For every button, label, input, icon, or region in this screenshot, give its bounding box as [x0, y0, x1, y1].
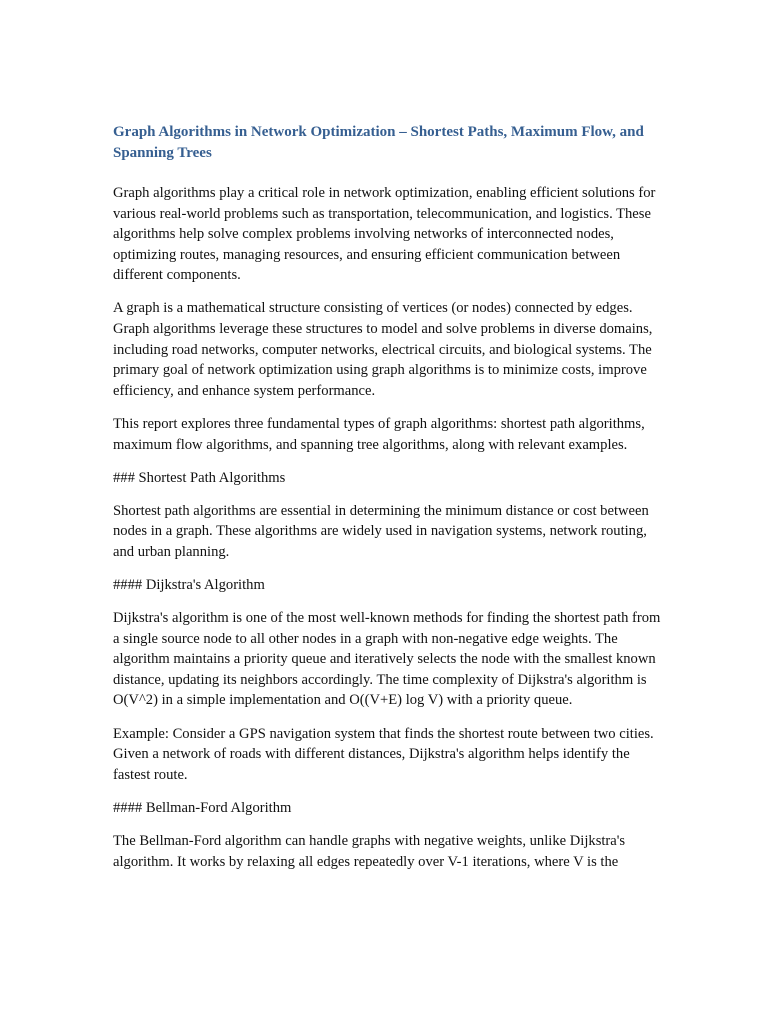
paragraph-graph-definition: A graph is a mathematical structure consisting of vertices (or nodes) connected by edges. Graph algorithms leverage these structures to model and solve problems in diverse domains, including road networks, computer networks, electrical circuits, and biological systems. The primary goal of network optimization using graph algorithms is to minimize costs, improve efficiency, and enhance system performance.: [113, 300, 653, 399]
heading-shortest-path: ### Shortest Path Algorithms: [113, 469, 286, 486]
paragraph-report-scope: This report explores three fundamental types of graph algorithms: shortest path algorithms, maximum flow algorithms, and spanning tree algorithms, along with relevant examples.: [113, 415, 645, 453]
paragraph-dijkstra: Dijkstra's algorithm is one of the most well-known methods for finding the shortest path from a single source node to all other nodes in a graph with non-negative edge weights. The algorithm maintains a priority queue and iteratively selects the node with the smallest known distance, updating its neighbors accordingly. The time complexity of Dijkstra's algorithm is O(V^2) in a simple implementation and O((V+E) log V) with a priority queue.: [113, 610, 661, 709]
document-body: [113, 122, 661, 885]
heading-dijkstra: #### Dijkstra's Algorithm: [113, 577, 265, 593]
paragraph-intro: Graph algorithms play a critical role in network optimization, enabling efficient solutions for various real-world problems such as transportation, telecommunication, and logistics. These algorithms help solve complex problems involving networks of interconnected nodes, optimizing routes, managing resources, and ensuring efficient communication between different components.: [113, 185, 656, 284]
paragraph-shortest-path: Shortest path algorithms are essential in determining the minimum distance or cost between nodes in a graph. These algorithms are widely used in navigation systems, network routing, and urban planning.: [113, 502, 649, 560]
paragraph-bellman-ford: The Bellman-Ford algorithm can handle graphs with negative weights, unlike Dijkstra's algorithm. It works by relaxing all edges repeatedly over V-1 iterations, where V is the: [113, 832, 626, 870]
heading-bellman-ford: #### Bellman-Ford Algorithm: [113, 799, 292, 816]
document-title: Graph Algorithms in Network Optimization – Shortest Paths, Maximum Flow, and Spanning Trees: [113, 124, 644, 161]
paragraph-dijkstra-example: Example: Consider a GPS navigation system that finds the shortest route between two cities. Given a network of roads with different distances, Dijkstra's algorithm helps identify the fastest route.: [113, 725, 654, 783]
